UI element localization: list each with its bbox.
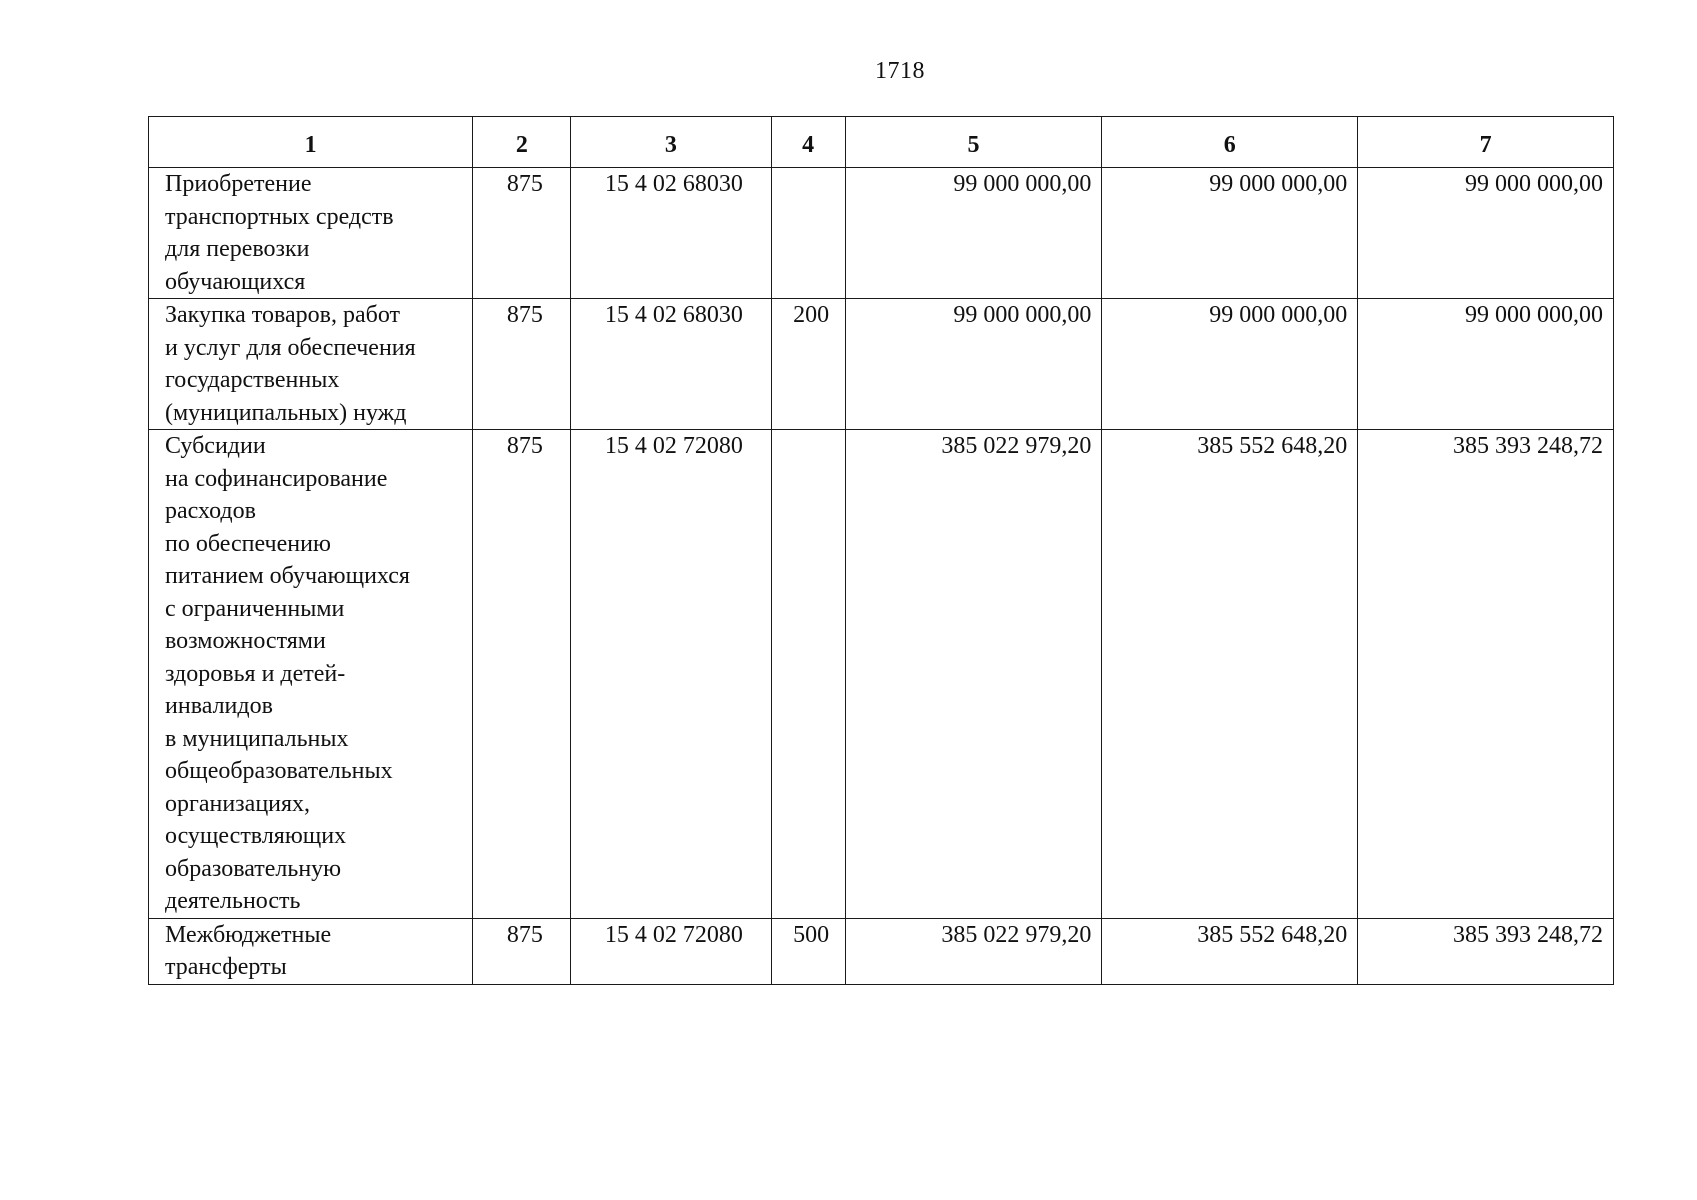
row-name <box>149 430 473 919</box>
page-number: 1718 <box>875 58 925 84</box>
cell-col-7: 99 000 000,00 <box>1358 299 1614 430</box>
cell-col-6: 385 552 648,20 <box>1102 918 1358 984</box>
cell-col-3: 15 4 02 72080 <box>571 430 771 919</box>
row-name-line: инвалидов <box>165 693 273 719</box>
row-name-line: трансферты <box>165 954 287 980</box>
column-header-4: 4 <box>771 117 845 168</box>
cell-col-2: 875 <box>473 918 571 984</box>
row-name <box>149 918 473 984</box>
row-name-line: для перевозки <box>165 236 310 262</box>
row-name-line: с ограниченными <box>165 595 345 622</box>
row-name <box>149 168 473 299</box>
row-name-line: в муниципальных <box>165 725 349 752</box>
cell-col-5: 385 022 979,20 <box>845 430 1102 919</box>
table-row <box>149 168 1614 299</box>
row-name-line: общеобразовательных <box>165 758 393 784</box>
row-name-line: образовательную <box>165 855 342 882</box>
row-name <box>149 299 473 430</box>
row-name-line: (муниципальных) нужд <box>165 399 407 426</box>
row-name-line: осуществляющих <box>165 823 347 849</box>
cell-col-3: 15 4 02 68030 <box>571 299 771 430</box>
cell-col-4: 500 <box>771 918 845 984</box>
cell-col-4 <box>771 430 845 919</box>
row-name-line: Приобретение <box>165 171 312 197</box>
cell-col-2: 875 <box>473 430 571 919</box>
cell-col-3: 15 4 02 72080 <box>571 918 771 984</box>
cell-col-7: 385 393 248,72 <box>1358 430 1614 919</box>
column-header-3: 3 <box>571 117 771 168</box>
row-name-line: питанием обучающихся <box>165 563 410 589</box>
row-name-line: Субсидии <box>165 433 266 459</box>
row-name-line: Межбюджетные <box>165 921 332 948</box>
column-header-1: 1 <box>149 117 473 168</box>
row-name-line: по обеспечению <box>165 530 331 557</box>
row-name-line: обучающихся <box>165 268 306 295</box>
row-name-line: организациях, <box>165 790 311 817</box>
cell-col-4 <box>771 168 845 299</box>
column-header-5: 5 <box>845 117 1102 168</box>
column-header-6: 6 <box>1102 117 1358 168</box>
row-name-line: государственных <box>165 367 340 393</box>
row-name-line: расходов <box>165 498 256 524</box>
row-name-line: возможностями <box>165 628 326 654</box>
row-name-line: здоровья и детей- <box>165 660 346 687</box>
cell-col-6: 385 552 648,20 <box>1102 430 1358 919</box>
row-name-line: и услуг для обеспечения <box>165 334 416 361</box>
cell-col-6: 99 000 000,00 <box>1102 299 1358 430</box>
cell-col-7: 385 393 248,72 <box>1358 918 1614 984</box>
row-name-line: деятельность <box>165 888 301 914</box>
cell-col-5: 99 000 000,00 <box>845 299 1102 430</box>
cell-col-6: 99 000 000,00 <box>1102 168 1358 299</box>
cell-col-2: 875 <box>473 299 571 430</box>
row-name-line: транспортных средств <box>165 203 394 230</box>
cell-col-7: 99 000 000,00 <box>1358 168 1614 299</box>
column-header-2: 2 <box>473 117 571 168</box>
cell-col-2: 875 <box>473 168 571 299</box>
row-name-line: Закупка товаров, работ <box>165 302 400 328</box>
cell-col-5: 385 022 979,20 <box>845 918 1102 984</box>
row-name-line: на софинансирование <box>165 465 388 492</box>
column-header-7: 7 <box>1358 117 1614 168</box>
header-row <box>149 117 1614 168</box>
budget-table <box>148 116 1614 985</box>
cell-col-4: 200 <box>771 299 845 430</box>
table-row <box>149 918 1614 984</box>
table-row <box>149 430 1614 919</box>
cell-col-3: 15 4 02 68030 <box>571 168 771 299</box>
table-row <box>149 299 1614 430</box>
cell-col-5: 99 000 000,00 <box>845 168 1102 299</box>
